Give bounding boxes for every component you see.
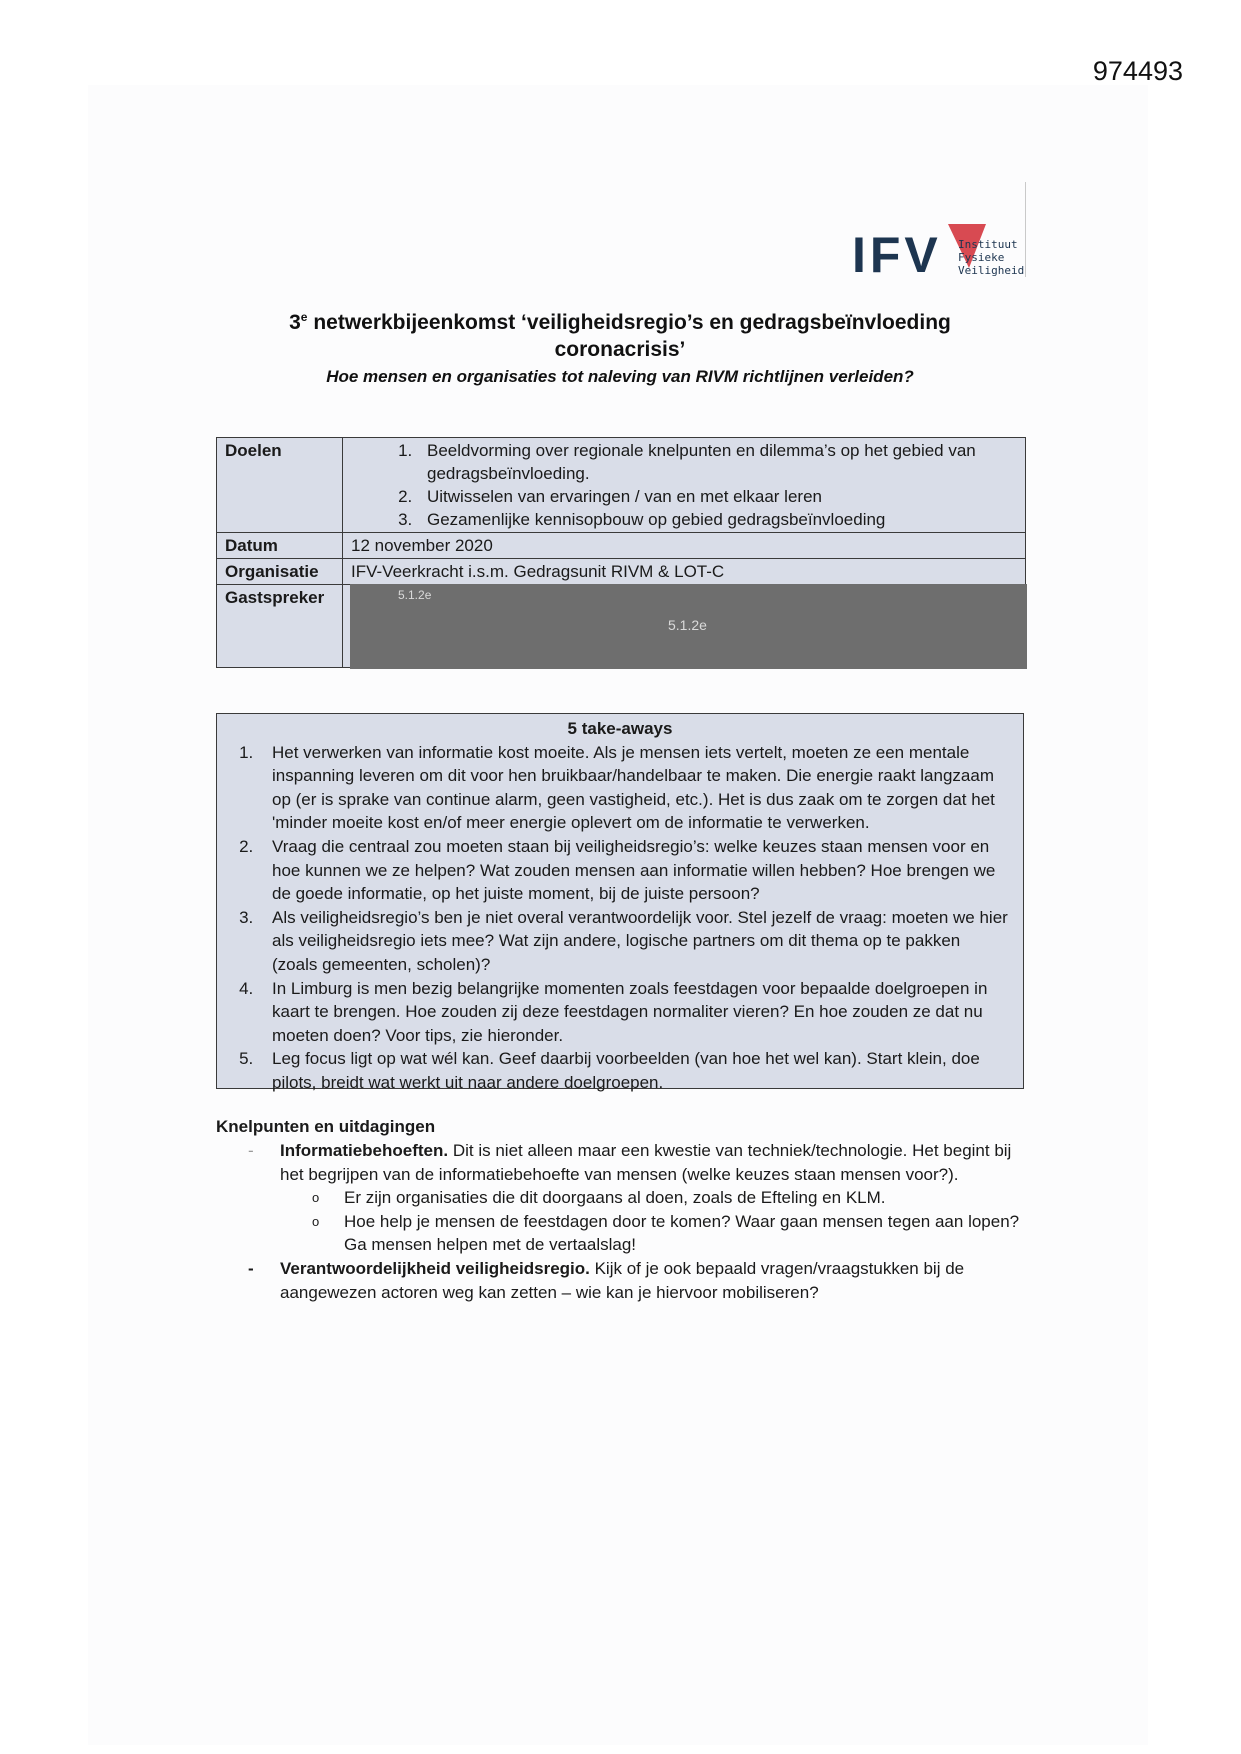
redaction-block (350, 584, 1027, 669)
doel-item: 3. Gezamenlijke kennisopbouw op gebied gedragsbeïnvloeding (417, 508, 1017, 531)
datum-row (217, 533, 1026, 559)
knelpunt-item (232, 1139, 1032, 1257)
dash-bullet: - (248, 1141, 254, 1160)
knelpunten-heading: Knelpunten en uitdagingen (216, 1117, 436, 1136)
logo-text-line-3: Veiligheid (958, 264, 1025, 277)
datum-value: 12 november 2020 (343, 533, 1026, 559)
logo-text-line-1: Instituut (958, 238, 1018, 251)
takeaways-list (217, 741, 1023, 1095)
doel-item: 1. Beeldvorming over regionale knelpunten en dilemma’s op het gebied van gedragsbeïnvloeding. (417, 439, 1017, 485)
knelpunt-text: Dit is niet alleen maar een kwestie van techniek/technologie. Het begint bij het begrijpen van de informatiebehoefte van mensen (welke keuzes staan mensen voor?). (280, 1141, 1012, 1184)
takeaway-item: 2. Vraag die centraal zou moeten staan bij veiligheidsregio’s: welke keuzes staan mensen voor en hoe kunnen we ze helpen? Wat zouden mensen aan informatie willen hebben? Hoe brengen we de goede informatie, op het juiste moment, bij de juiste persoon? (258, 835, 1009, 906)
organisatie-value: IFV-Veerkracht i.s.m. Gedragsunit RIVM & LOT-C (343, 559, 1026, 585)
takeaways-heading: 5 take-aways (567, 719, 673, 738)
ifv-logo (852, 220, 1028, 282)
knelpunt-sublist (280, 1186, 1032, 1257)
organisatie-label: Organisatie (217, 559, 343, 585)
sub-item: o Hoe help je mensen de feestdagen door te komen? Waar gaan mensen tegen aan lopen? Ga mensen helpen met de vertaalslag! (312, 1211, 1020, 1255)
organisatie-row (217, 559, 1026, 585)
document-title-line-1: 3e netwerkbijeenkomst ‘veiligheidsregio’s en gedragsbeïnvloeding (289, 310, 951, 334)
redaction-code: 5.1.2e (398, 588, 432, 602)
circle-bullet: o (312, 1213, 320, 1229)
gastspreker-label: Gastspreker (217, 585, 343, 668)
knelpunt-item (232, 1257, 1032, 1304)
logo-letters: IFV (852, 227, 942, 282)
takeaway-item: 5. Leg focus ligt op wat wél kan. Geef daarbij voorbeelden (van hoe het wel kan). Start klein, doe pilots, breidt wat werkt uit naar andere doelgroepen. (258, 1047, 1009, 1094)
doelen-cell (343, 438, 1026, 533)
takeaway-item: 3. Als veiligheidsregio’s ben je niet overal verantwoordelijk voor. Stel jezelf de vraag: moeten we hier als veiligheidsregio iets mee? Wat zijn andere, logische partners om dit thema op te pakken (zoals gemeenten, scholen)? (258, 906, 1009, 977)
document-number: 974493 (1092, 56, 1183, 86)
ordinal-suffix: e (300, 310, 308, 324)
doelen-row (217, 438, 1026, 533)
knelpunt-title: Verantwoordelijkheid veiligheidsregio. (280, 1258, 590, 1278)
logo-text-line-2: Fysieke (958, 251, 1005, 264)
doelen-label: Doelen (217, 438, 343, 533)
dash-bullet: - (248, 1258, 254, 1278)
sub-item: o Er zijn organisaties die dit doorgaans al doen, zoals de Efteling en KLM. (280, 1186, 1032, 1210)
datum-label: Datum (217, 533, 343, 559)
takeaway-item: 1. Het verwerken van informatie kost moeite. Als je mensen iets vertelt, moeten ze een mentale inspanning leveren om dit voor hen bruikbaar/handelbaar te maken. Die energie raakt langzaam op (er is sprake van continue alarm, geen vastigheid, etc.). Het is dus zaak om te zorgen dat het 'minder moeite kost en/of meer energie oplevert om de informatie te verwerken. (258, 741, 1009, 835)
knelpunt-title: Informatiebehoeften. (280, 1141, 449, 1160)
knelpunt-text: Kijk of je ook bepaald vragen/vraagstukken bij de aangewezen actoren weg kan zetten – wie kan je hiervoor mobiliseren? (280, 1258, 965, 1302)
document-subtitle: Hoe mensen en organisaties tot naleving van RIVM richtlijnen verleiden? (326, 367, 914, 386)
doel-item: 2. Uitwisselen van ervaringen / van en met elkaar leren (417, 485, 1017, 508)
circle-bullet: o (312, 1190, 320, 1206)
takeaway-item: 4. In Limburg is men bezig belangrijke momenten zoals feestdagen voor bepaalde doelgroepen in kaart te brengen. Hoe zouden zij deze feestdagen normaliter vieren? En hoe zouden ze dat nu moeten doen? Voor tips, zie hieronder. (258, 977, 1009, 1048)
document-title-line-2: coronacrisis’ (554, 338, 686, 361)
knelpunten-list (232, 1139, 1032, 1304)
redaction-code: 5.1.2e (668, 617, 707, 633)
takeaways-box (216, 713, 1024, 1092)
